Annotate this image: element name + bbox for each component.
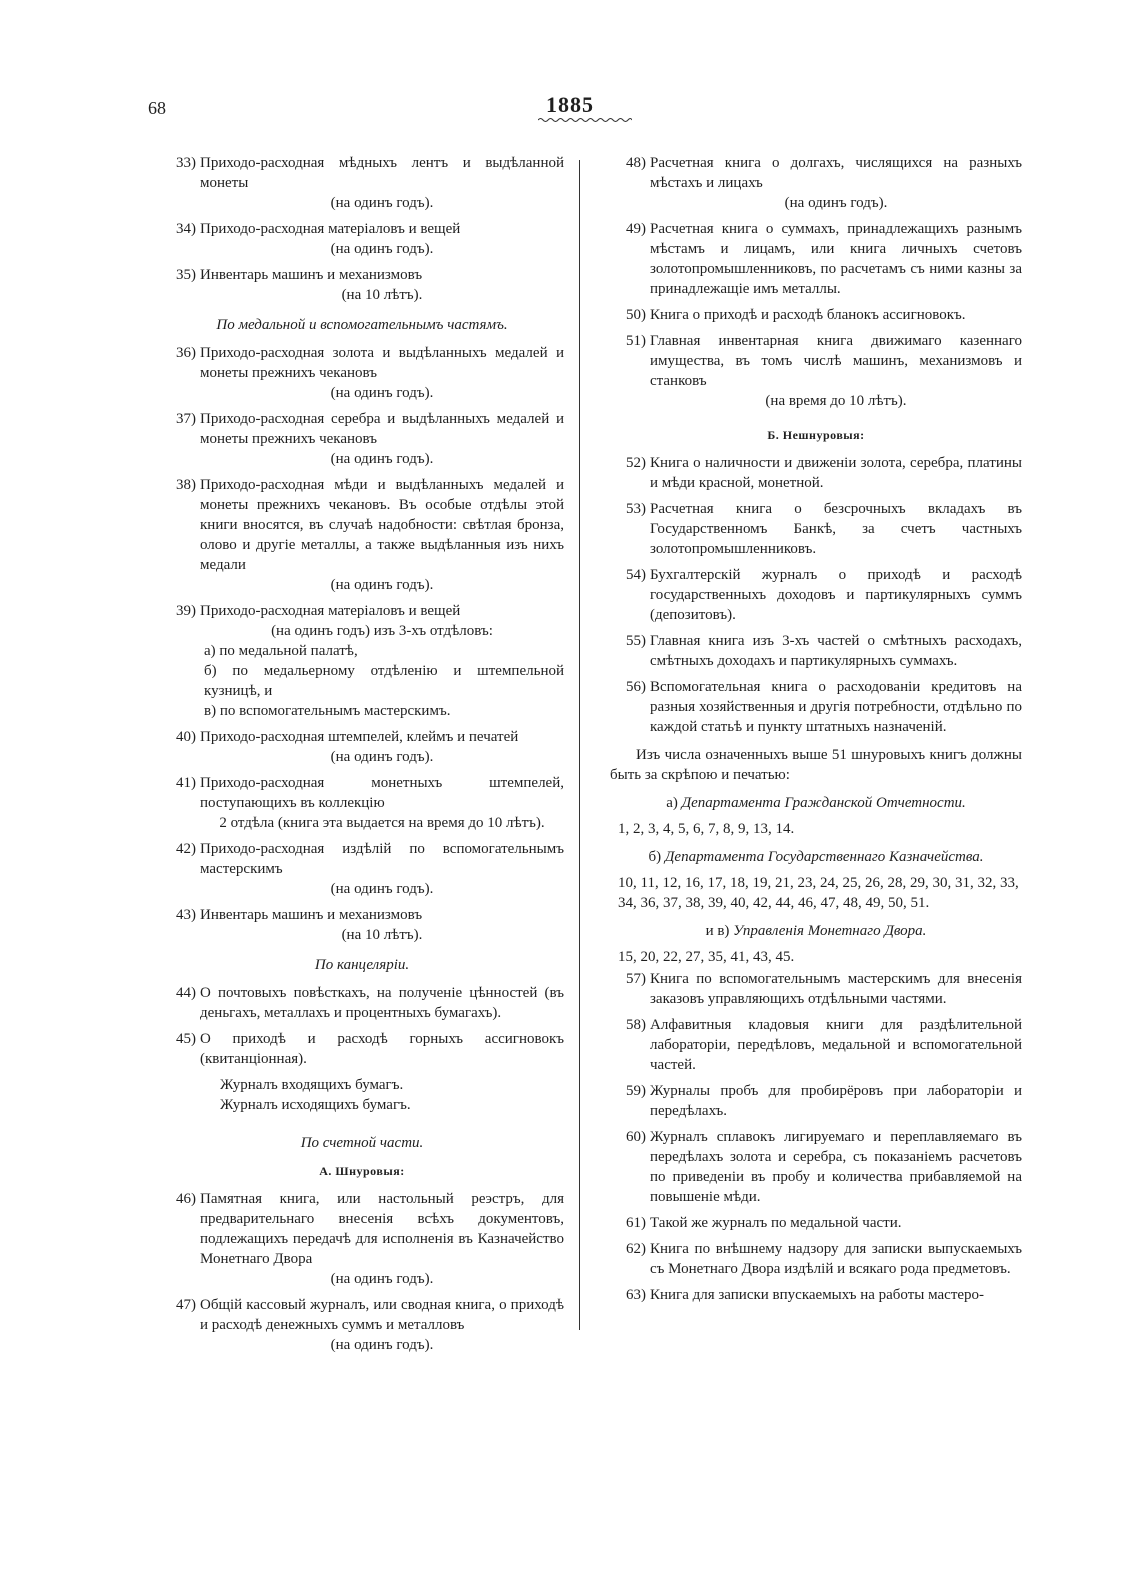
entry-text: Книга о наличности и движеніи золота, серебра, платины и мѣди красной, монетной. — [650, 455, 1022, 491]
entry-36 — [160, 343, 564, 403]
entry-60 — [610, 1127, 1022, 1207]
entry-text: О приходѣ и расходѣ горныхъ ассигновокъ (квитанціонная). — [200, 1031, 564, 1067]
section-heading-office: По канцеляріи. — [314, 957, 410, 973]
department-c — [610, 921, 1022, 941]
entry-number: 38) — [176, 477, 196, 493]
entry-number: 44) — [176, 985, 196, 1001]
entry-number: 57) — [626, 971, 646, 987]
entry-57 — [610, 969, 1022, 1009]
entry-number: 56) — [626, 679, 646, 695]
entry-text: Расчетная книга о безсрочныхъ вкладахъ въ Государственномъ Банкѣ, за счетъ частныхъ золотопромышленниковъ. — [650, 501, 1022, 557]
entry-text: Главная инвентарная книга движимаго казеннаго имущества, въ томъ числѣ машинъ, механизмовъ и станковъ — [650, 333, 1022, 389]
entry-term: (на 10 лѣтъ). — [341, 927, 423, 943]
entry-58 — [610, 1015, 1022, 1075]
entry-text: Книга о приходѣ и расходѣ бланокъ ассигновокъ. — [650, 307, 966, 323]
entry-text: Инвентарь машинъ и механизмовъ — [200, 907, 423, 923]
entry-number: 45) — [176, 1031, 196, 1047]
entry-number: 58) — [626, 1017, 646, 1033]
entry-term: (на одинъ годъ). — [330, 577, 434, 593]
entry-text: Алфавитныя кладовыя книги для раздѣлительной лабораторіи, передѣловъ, медальной и вспомогательной частей. — [650, 1017, 1022, 1073]
entry-37 — [160, 409, 564, 469]
entry-text: Книга по внѣшнему надзору для записки выпускаемыхъ съ Монетнаго Двора издѣлій и всякаго рода предметовъ. — [650, 1241, 1022, 1277]
entry-61 — [610, 1213, 1022, 1233]
entry-text: Приходо-расходная издѣлій по вспомогательнымъ мастерскимъ — [200, 841, 564, 877]
entry-text: О почтовыхъ повѣсткахъ, на полученіе цѣнностей (въ деньгахъ, металлахъ и процентныхъ бумагахъ). — [200, 985, 564, 1021]
entry-note: (на одинъ годъ) изъ 3-хъ отдѣловъ: — [271, 623, 493, 639]
entry-52 — [610, 453, 1022, 493]
entry-47 — [160, 1295, 564, 1355]
entry-42 — [160, 839, 564, 899]
entry-number: 63) — [626, 1287, 646, 1303]
entry-number: 33) — [176, 155, 196, 171]
column-divider — [579, 160, 580, 1330]
entry-text: Приходо-расходная штемпелей, клеймъ и печатей — [200, 729, 519, 745]
entry-text: Приходо-расходная золота и выдѣланныхъ медалей и монеты прежнихъ чекановъ — [200, 345, 564, 381]
entry-number: 43) — [176, 907, 196, 923]
entry-59 — [610, 1081, 1022, 1121]
entry-number: 40) — [176, 729, 196, 745]
subsection-heading-a: А. Шнуровыя: — [319, 1164, 405, 1178]
right-column — [610, 153, 1022, 1311]
entry-text: Приходо-расходная матеріаловъ и вещей — [200, 221, 461, 237]
entry-term: (на одинъ годъ). — [330, 1337, 434, 1353]
department-b-numbers: 10, 11, 12, 16, 17, 18, 19, 21, 23, 24, 25, 26, 28, 29, 30, 31, 32, 33, 34, 36, 37, 38, 39, 40, 42, 44, 46, 47, 48, 49, 50, 51. — [618, 875, 1019, 911]
department-prefix: а) — [666, 795, 678, 811]
department-b — [610, 847, 1022, 867]
entry-term: (на одинъ годъ). — [330, 881, 434, 897]
entry-45 — [160, 1029, 564, 1069]
entry-number: 49) — [626, 221, 646, 237]
entry-text: Общій кассовый журналъ, или сводная книга, о приходѣ и расходѣ денежныхъ суммъ и металловъ — [200, 1297, 564, 1333]
entry-text: Приходо-расходная мѣдныхъ лентъ и выдѣланной монеты — [200, 155, 564, 191]
entry-48 — [610, 153, 1022, 213]
entry-number: 51) — [626, 333, 646, 349]
entry-number: 37) — [176, 411, 196, 427]
entry-text: Приходо-расходная монетныхъ штемпелей, поступающихъ въ коллекцію — [200, 775, 564, 811]
entry-text: Приходо-расходная мѣди и выдѣланныхъ медалей и монеты прежнихъ чекановъ. Въ особые отдѣлы этой книги вносятся, въ случаѣ надобности: свѣтлая бронза, олово и другіе металлы, а также выдѣланныя изъ нихъ медали — [200, 477, 564, 573]
entry-50 — [610, 305, 1022, 325]
entry-number: 55) — [626, 633, 646, 649]
entry-39 — [160, 601, 564, 721]
sub-item: б) по медальерному отдѣленію и штемпельной кузницѣ, и — [204, 663, 564, 699]
entry-text: Главная книга изъ 3-хъ частей о смѣтныхъ расходахъ, смѣтныхъ доходахъ и партикулярныхъ суммахъ. — [650, 633, 1022, 669]
department-name: Департамента Государственнаго Казначейства. — [664, 849, 984, 865]
entry-38 — [160, 475, 564, 595]
entry-number: 34) — [176, 221, 196, 237]
entry-53 — [610, 499, 1022, 559]
department-name: Управленія Монетнаго Двора. — [733, 923, 927, 939]
entry-54 — [610, 565, 1022, 625]
entry-55 — [610, 631, 1022, 671]
wavy-underline — [538, 116, 632, 124]
entry-number: 39) — [176, 603, 196, 619]
entry-63 — [610, 1285, 1022, 1305]
sub-item: а) по медальной палатѣ, — [204, 643, 358, 659]
entry-number: 41) — [176, 775, 196, 791]
entry-number: 54) — [626, 567, 646, 583]
entry-number: 46) — [176, 1191, 196, 1207]
journal-outgoing: Журналъ исходящихъ бумагъ. — [220, 1097, 411, 1113]
entry-41 — [160, 773, 564, 833]
entry-number: 42) — [176, 841, 196, 857]
entry-term: (на время до 10 лѣтъ). — [765, 393, 907, 409]
department-a — [610, 793, 1022, 813]
entry-text: Бухгалтерскій журналъ о приходѣ и расходѣ государственныхъ доходовъ и партикулярныхъ суммъ (депозитовъ). — [650, 567, 1022, 623]
entry-49 — [610, 219, 1022, 299]
entry-62 — [610, 1239, 1022, 1279]
department-c-numbers: 15, 20, 22, 27, 35, 41, 43, 45. — [618, 949, 795, 965]
entry-51 — [610, 331, 1022, 411]
entry-text: Вспомогательная книга о расходованіи кредитовъ на разныя хозяйственныя и другія потребности, отдѣльно по каждой статьѣ и пункту штатныхъ назначеній. — [650, 679, 1022, 735]
entry-text: Журналъ сплавокъ лигируемаго и переплавляемаго въ передѣлахъ золота и серебра, съ показаніемъ расчетовъ по приведеніи въ пробу и количества прибавляемой на повышеніе мѣди. — [650, 1129, 1022, 1205]
department-prefix: и в) — [705, 923, 730, 939]
entry-text: Журналы пробъ для пробирёровъ при лабораторіи и передѣлахъ. — [650, 1083, 1022, 1119]
entry-number: 35) — [176, 267, 196, 283]
summary-paragraph: Изъ числа означенныхъ выше 51 шнуровыхъ книгъ должны быть за скрѣпою и печатью: — [610, 747, 1022, 783]
entry-text: Памятная книга, или настольный реэстръ, для предварительнаго внесенія всѣхъ документовъ, подлежащихъ передачѣ для исполненія въ Казначейство Монетнаго Двора — [200, 1191, 564, 1267]
journal-incoming: Журналъ входящихъ бумагъ. — [220, 1077, 404, 1093]
subsection-heading-b: Б. Нешнуровыя: — [767, 428, 865, 442]
entry-number: 59) — [626, 1083, 646, 1099]
left-column — [160, 153, 564, 1361]
entry-term: 2 отдѣла (книга эта выдается на время до 10 лѣтъ). — [219, 815, 545, 831]
entry-number: 47) — [176, 1297, 196, 1313]
entry-number: 50) — [626, 307, 646, 323]
entry-term: (на одинъ годъ). — [330, 749, 434, 765]
entry-term: (на одинъ годъ). — [330, 195, 434, 211]
page-number: 68 — [148, 98, 166, 118]
department-a-numbers: 1, 2, 3, 4, 5, 6, 7, 8, 9, 13, 14. — [618, 821, 795, 837]
department-name: Департамента Гражданской Отчетности. — [681, 795, 966, 811]
entry-34 — [160, 219, 564, 259]
entry-number: 52) — [626, 455, 646, 471]
entry-number: 36) — [176, 345, 196, 361]
entry-35 — [160, 265, 564, 305]
entry-term: (на одинъ годъ). — [784, 195, 888, 211]
entry-33 — [160, 153, 564, 213]
entry-term: (на одинъ годъ). — [330, 451, 434, 467]
entry-text: Книга для записки впускаемыхъ на работы мастеро- — [650, 1287, 985, 1303]
entry-term: (на 10 лѣтъ). — [341, 287, 423, 303]
section-heading-medal: По медальной и вспомогательнымъ частямъ. — [216, 317, 508, 333]
entry-term: (на одинъ годъ). — [330, 241, 434, 257]
section-heading-accounts: По счетной части. — [300, 1135, 424, 1151]
entry-text: Расчетная книга о долгахъ, числящихся на разныхъ мѣстахъ и лицахъ — [650, 155, 1022, 191]
entry-56 — [610, 677, 1022, 737]
entry-number: 60) — [626, 1129, 646, 1145]
entry-text: Книга по вспомогательнымъ мастерскимъ для внесенія заказовъ управляющихъ отдѣльными частями. — [650, 971, 1022, 1007]
entry-number: 61) — [626, 1215, 646, 1231]
entry-40 — [160, 727, 564, 767]
entry-term: (на одинъ годъ). — [330, 1271, 434, 1287]
year-heading: 1885 — [546, 92, 594, 117]
sub-item: в) по вспомогательнымъ мастерскимъ. — [204, 703, 451, 719]
entry-44 — [160, 983, 564, 1023]
entry-text: Расчетная книга о суммахъ, принадлежащихъ разнымъ мѣстамъ и лицамъ, или книга личныхъ счетовъ золотопромышленниковъ, по расчетамъ съ ними казны за принадлежащіе имъ металлы. — [650, 221, 1022, 297]
entry-number: 48) — [626, 155, 646, 171]
department-prefix: б) — [648, 849, 662, 865]
entry-term: (на одинъ годъ). — [330, 385, 434, 401]
entry-number: 53) — [626, 501, 646, 517]
entry-43 — [160, 905, 564, 945]
entry-46 — [160, 1189, 564, 1289]
entry-number: 62) — [626, 1241, 646, 1257]
entry-text: Приходо-расходная матеріаловъ и вещей — [200, 603, 461, 619]
entry-text: Такой же журналъ по медальной части. — [650, 1215, 902, 1231]
entry-text: Инвентарь машинъ и механизмовъ — [200, 267, 423, 283]
entry-text: Приходо-расходная серебра и выдѣланныхъ медалей и монеты прежнихъ чекановъ — [200, 411, 564, 447]
